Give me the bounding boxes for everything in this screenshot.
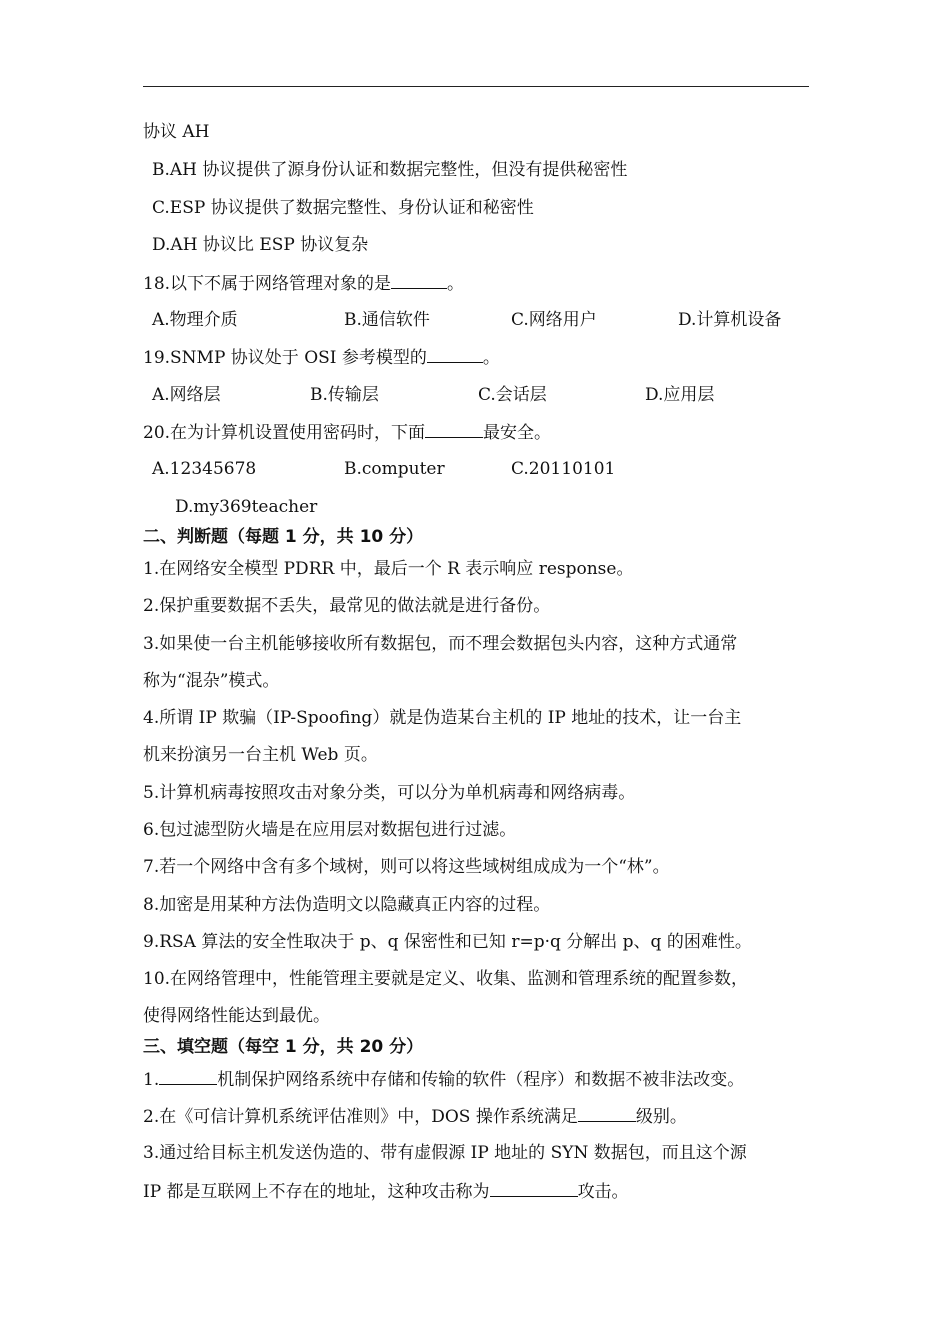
answer-blank[interactable]: [427, 346, 483, 363]
judge-item: 6.包过滤型防火墙是在应用层对数据包进行过滤。: [143, 820, 517, 840]
fill-3-text: IP 都是互联网上不存在的地址，这种攻击称为: [143, 1182, 490, 1202]
judge-item: 1.在网络安全模型 PDRR 中，最后一个 R 表示响应 response。: [143, 559, 634, 579]
q19-option-a: A.网络层: [152, 385, 221, 405]
judge-item: 7.若一个网络中含有多个域树，则可以将这些域树组成成为一个“林”。: [143, 857, 670, 877]
judge-item: 2.保护重要数据不丢失，最常见的做法就是进行备份。: [143, 596, 551, 616]
fill-item-2: [143, 1105, 687, 1128]
q18-option-c: C.网络用户: [511, 310, 597, 330]
judge-item-continued: 机来扮演另一台主机 Web 页。: [143, 745, 378, 765]
fill-item-3: 3.通过给目标主机发送伪造的、带有虚假源 IP 地址的 SYN 数据包，而且这个源: [143, 1143, 747, 1163]
judge-item-continued: 使得网络性能达到最优。: [143, 1006, 330, 1026]
fill-item-1: [143, 1068, 744, 1091]
q19-stem: 19.SNMP 协议处于 OSI 参考模型的: [143, 348, 427, 368]
answer-blank[interactable]: [578, 1105, 636, 1122]
fill-item-3-continued: [143, 1180, 629, 1203]
q18-option-a: A.物理介质: [152, 310, 238, 330]
fill-2-text: 2.在《可信计算机系统评估准则》中，DOS 操作系统满足: [143, 1107, 578, 1127]
q17-continuation: 协议 AH: [143, 122, 210, 142]
judge-item: 10.在网络管理中，性能管理主要就是定义、收集、监测和管理系统的配置参数，: [143, 969, 749, 989]
answer-blank[interactable]: [159, 1068, 217, 1085]
judge-item: 9.RSA 算法的安全性取决于 p、q 保密性和已知 r=p·q 分解出 p、q 的困难性。: [143, 932, 752, 952]
header-rule: [143, 86, 809, 87]
judge-item: 3.如果使一台主机能够接收所有数据包，而不理会数据包头内容，这种方式通常: [143, 634, 738, 654]
question-19: [143, 346, 500, 369]
question-20: [143, 421, 551, 444]
q17-option-b: B.AH 协议提供了源身份认证和数据完整性，但没有提供秘密性: [152, 160, 628, 180]
judge-item: 4.所谓 IP 欺骗（IP-Spoofing）就是伪造某台主机的 IP 地址的技术，让一台主: [143, 708, 742, 728]
q20-option-d: D.my369teacher: [175, 497, 318, 517]
fill-2-text-end: 级别。: [635, 1107, 687, 1127]
q20-option-a: A.12345678: [152, 459, 257, 479]
q20-stem: 20.在为计算机设置使用密码时，下面: [143, 423, 426, 443]
q19-option-d: D.应用层: [645, 385, 715, 405]
answer-blank[interactable]: [425, 421, 483, 438]
section-2-heading: 二、判断题（每题 1 分，共 10 分）: [143, 527, 424, 547]
q17-option-d: D.AH 协议比 ESP 协议复杂: [152, 235, 369, 255]
q19-option-b: B.传输层: [310, 385, 379, 405]
fill-1-number: 1.: [143, 1070, 160, 1090]
judge-item: 8.加密是用某种方法伪造明文以隐藏真正内容的过程。: [143, 895, 551, 915]
q20-option-b: B.computer: [344, 459, 445, 479]
fill-3-text-end: 攻击。: [577, 1182, 629, 1202]
question-18: [143, 272, 464, 295]
q18-option-b: B.通信软件: [344, 310, 430, 330]
answer-blank[interactable]: [490, 1180, 578, 1197]
q20-option-c: C.20110101: [511, 459, 616, 479]
q17-option-c: C.ESP 协议提供了数据完整性、身份认证和秘密性: [152, 198, 534, 218]
q18-stem: 18.以下不属于网络管理对象的是: [143, 274, 392, 294]
section-3-heading: 三、填空题（每空 1 分，共 20 分）: [143, 1037, 424, 1057]
q18-stem-end: 。: [447, 274, 465, 294]
q20-stem-end: 最安全。: [483, 423, 552, 443]
q19-option-c: C.会话层: [478, 385, 547, 405]
fill-1-text: 机制保护网络系统中存储和传输的软件（程序）和数据不被非法改变。: [217, 1070, 745, 1090]
q18-option-d: D.计算机设备: [678, 310, 782, 330]
judge-item-continued: 称为“混杂”模式。: [143, 671, 280, 691]
answer-blank[interactable]: [391, 272, 447, 289]
judge-item: 5.计算机病毒按照攻击对象分类，可以分为单机病毒和网络病毒。: [143, 783, 636, 803]
q19-stem-end: 。: [482, 348, 500, 368]
